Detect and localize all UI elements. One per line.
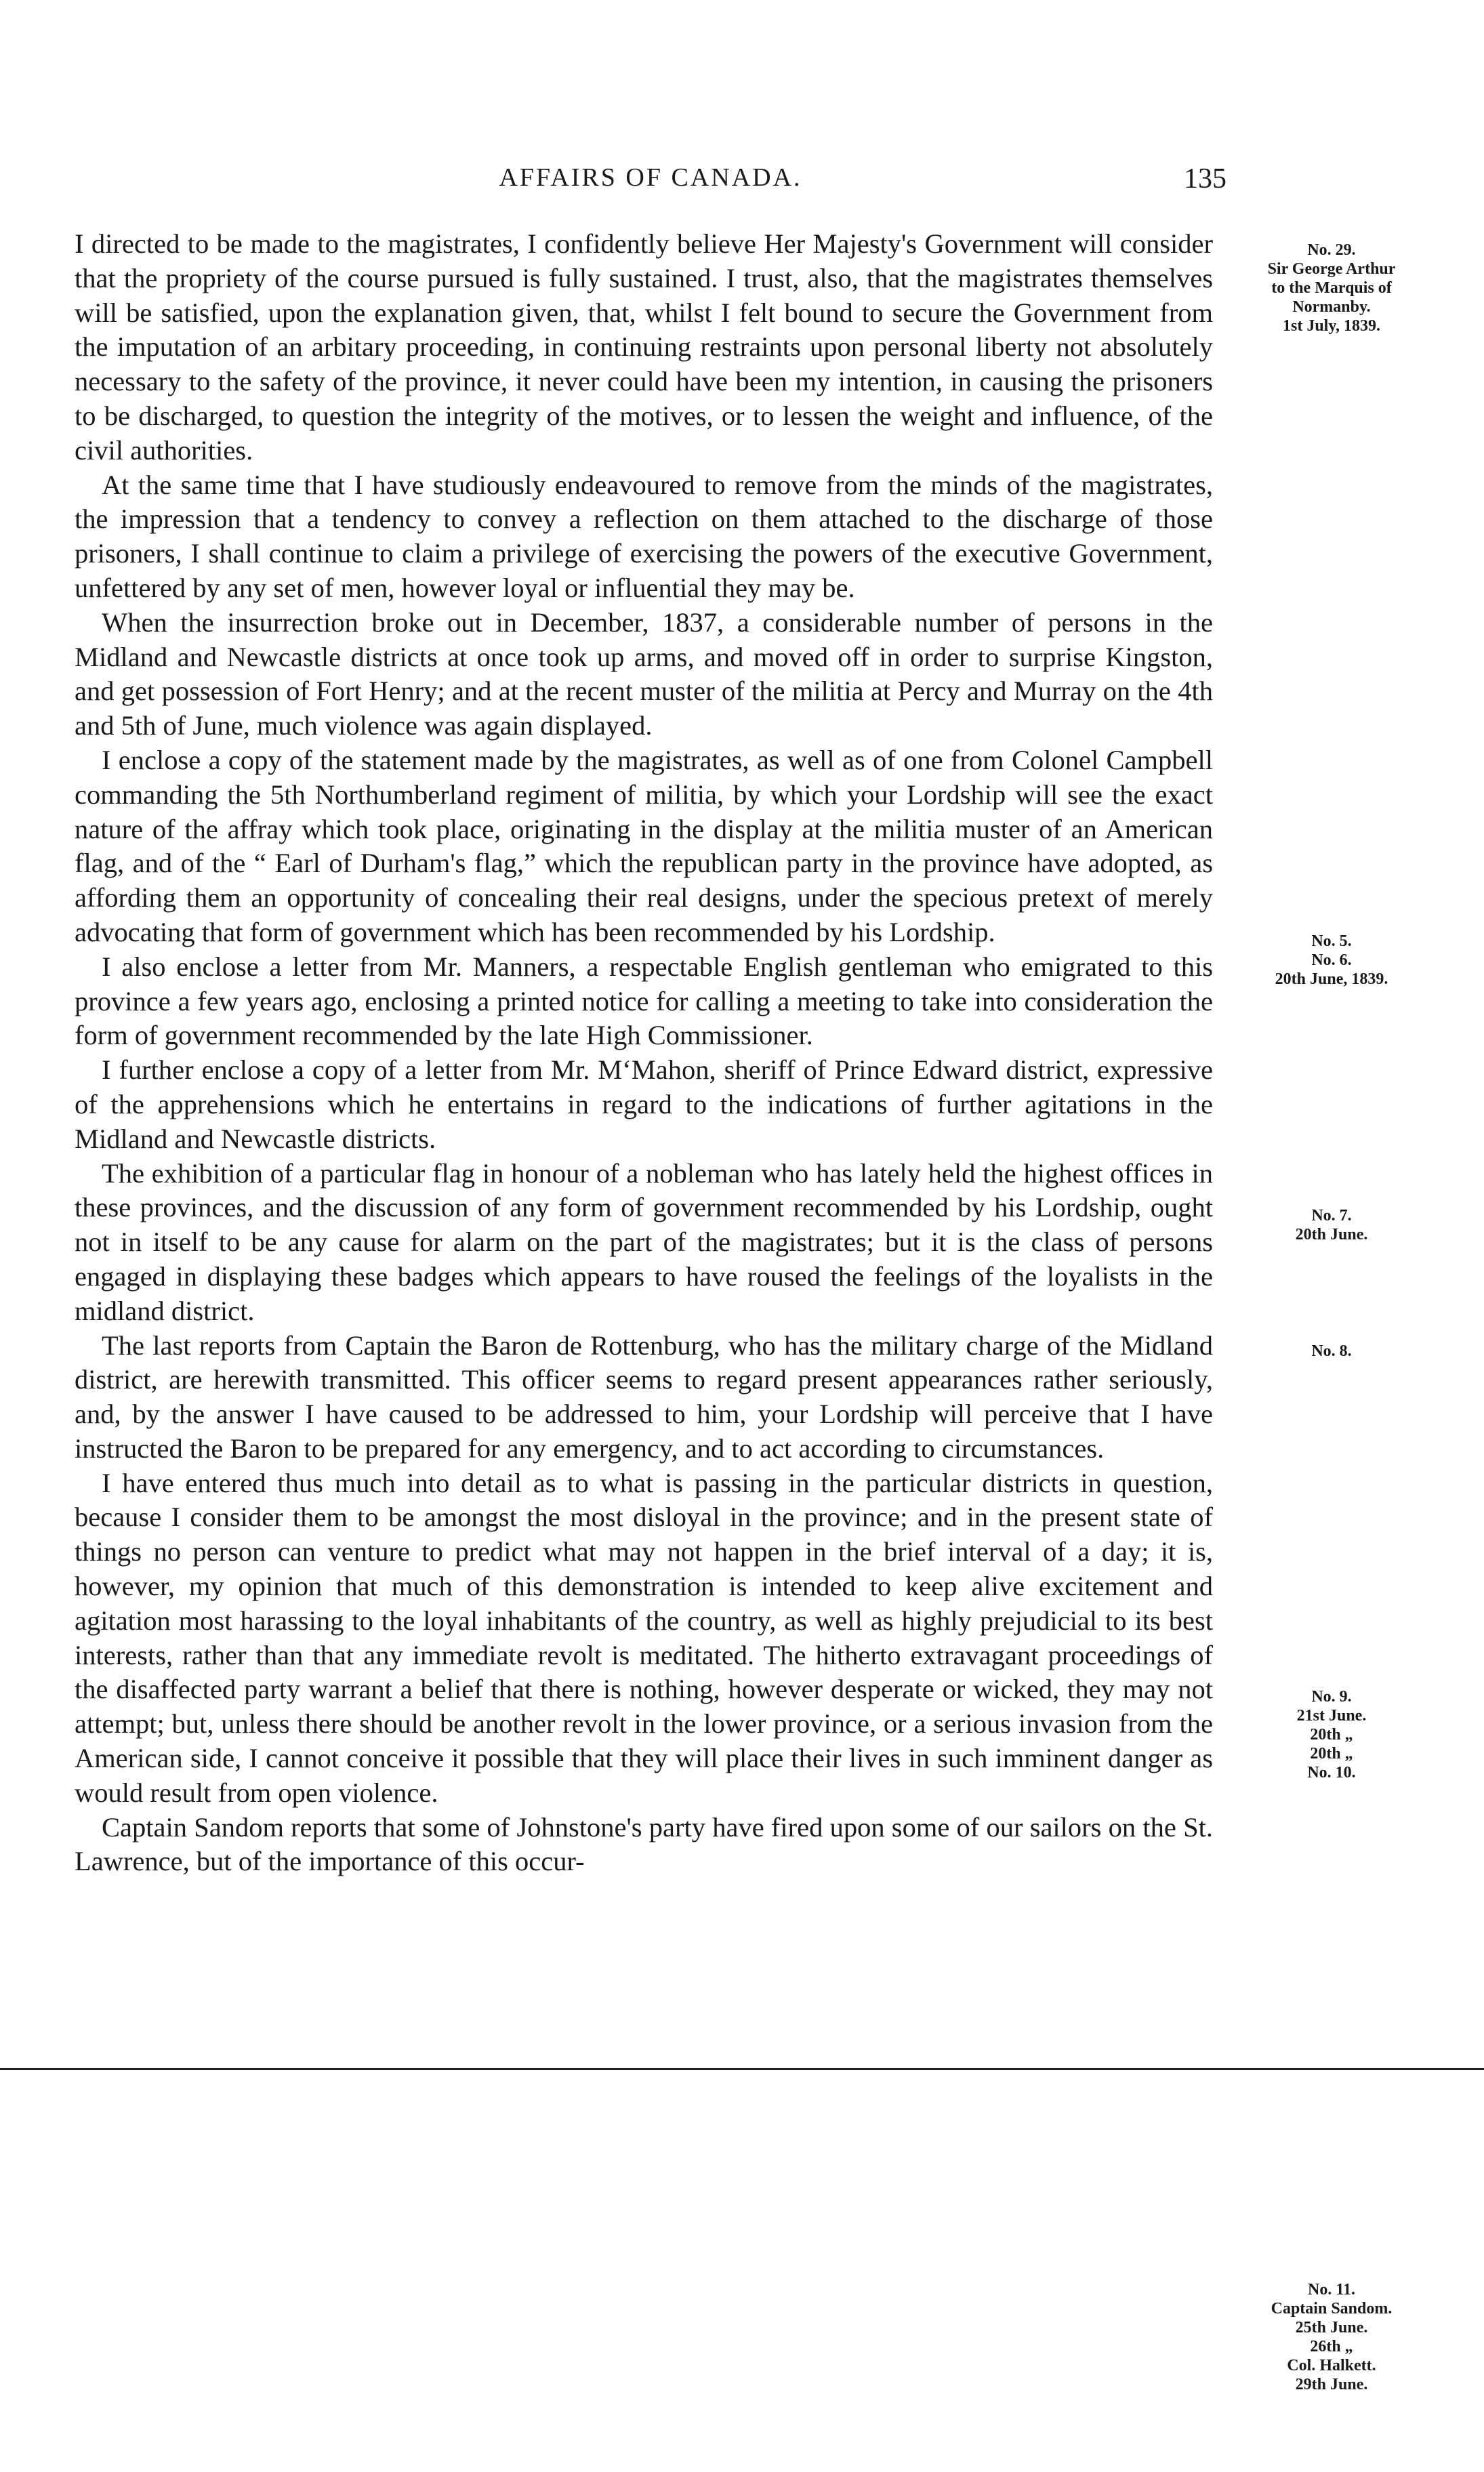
paragraph: I also enclose a letter from Mr. Manners, a respectable English gentleman who emigrated to this province a few years ago, enclosing a printed notice for calling a meeting to take into consideration the form of government recommended by the late High Commissioner. [75,951,1213,1051]
paragraph: I have entered thus much into detail as to what is passing in the particular districts in question, because I consider them to be amongst the most disloyal in the province; and in the present state of things no person can venture to predict what may not happen in the brief interval of a day; it is, however, my opinion that much of this demonstration is intended to keep alive excitement and agitation most harassing to the loyal inhabitants of the country, as well as highly prejudicial to its best interests, rather than that any immediate revolt is meditated. The hitherto extravagant proceedings of the disaffected party warrant a belief that there is nothing, however desperate or wicked, they may not attempt; but, unless there should be another revolt in the lower province, or a serious invasion from the American side, I cannot conceive it possible that they will place their lives in such imminent danger as would result from open violence. [75,1467,1213,1808]
margin-note-line: No. 29. [1307,241,1356,259]
margin-note-line: Col. Halkett. [1287,2357,1376,2374]
margin-note-line: Captain Sandom. [1271,2300,1393,2318]
margin-note-line: No. 8. [1311,1342,1352,1360]
margin-note [1233,1342,1430,1361]
paragraph: Captain Sandom reports that some of Johnstone's party have fired upon some of our sailors on the St. Lawrence, but of the importance of this occur- [75,1811,1213,1877]
margin-note-line: 26th „ [1310,2338,1353,2355]
horizontal-rule [0,2068,1484,2070]
page-header [75,163,1227,203]
margin-note-line: Sir George Arthur [1267,260,1396,278]
margin-note [1233,241,1430,335]
margin-note [1233,932,1430,989]
margin-note [1233,1206,1430,1244]
margin-note-line: 20th „ [1310,1745,1353,1763]
page-number: 135 [1184,163,1227,194]
paragraph: The exhibition of a particular flag in honour of a nobleman who has lately held the highest offices in these provinces, and the discussion of any form of government recommended by his Lordship, ought not in itself to be any cause for alarm on the part of the magistrates; but it is the class of persons engaged in displaying these badges which appears to have roused the feelings of the loyalists in the midland district. [75,1157,1213,1326]
paragraph: I enclose a copy of the statement made by the magistrates, as well as of one from Colonel Campbell commanding the 5th Northumberland regiment of militia, by which your Lordship will see the exact nature of the affray which took place, originating in the display at the militia muster of an American flag, and of the “ Earl of Durham's flag,” which the republican party in the province have adopted, as affording them an opportunity of concealing their real designs, under the specious pretext of merely advocating that form of government which has been recommended by his Lordship. [75,744,1213,947]
margin-note-line: No. 7. [1311,1207,1352,1224]
margin-note [1233,2280,1430,2394]
paragraph: When the insurrection broke out in December, 1837, a considerable number of persons in the Midland and Newcastle districts at once took up arms, and moved off in order to surprise Kingston, and get possession of Fort Henry; and at the recent muster of the militia at Percy and Murray on the 4th and 5th of June, much violence was again displayed. [75,606,1213,741]
margin-note-line: No. 11. [1307,2281,1355,2299]
paragraph: I further enclose a copy of a letter from Mr. M‘Mahon, sheriff of Prince Edward district, expressive of the apprehensions which he entertains in regard to the indications of further agitations in the Midland and Newcastle districts. [75,1054,1213,1154]
margin-note-line: Normanby. [1292,298,1371,316]
paragraph: At the same time that I have studiously endeavoured to remove from the minds of the magistrates, the impression that a tendency to convey a reflection on them attached to the discharge of those prisoners, I shall continue to claim a privilege of exercising the powers of the executive Government, unfettered by any set of men, however loyal or influential they may be. [75,469,1213,603]
running-title: AFFAIRS OF CANADA. [499,163,802,192]
margin-note-line: 25th June. [1295,2319,1368,2336]
margin-note-line: 29th June. [1295,2376,1368,2393]
margin-note [1233,1687,1430,1782]
body-text [75,227,1213,1879]
margin-note-line: No. 9. [1311,1688,1352,1706]
paragraph: The last reports from Captain the Baron de Rottenburg, who has the military charge of the Midland district, are herewith transmitted. This officer seems to regard present appearances rather seriously, and, by the answer I have caused to be addressed to him, your Lordship will perceive that I have instructed the Baron to be prepared for any emergency, and to act according to circumstances. [75,1330,1213,1464]
margin-note-line: 20th „ [1310,1726,1353,1744]
margin-note-line: 1st July, 1839. [1282,317,1381,335]
margin-note-line: No. 10. [1307,1764,1356,1781]
margin-note-line: No. 6. [1311,951,1352,969]
margin-note-line: 21st June. [1296,1707,1367,1725]
paragraph: I directed to be made to the magistrates, I confidently believe Her Majesty's Government will consider that the propriety of the course pursued is fully sustained. I trust, also, that the magistrates themselves will be satisfied, upon the explanation given, that, whilst I felt bound to secure the Government from the imputation of an arbitary proceeding, in continuing restraints upon personal liberty not absolutely necessary to the safety of the province, it never could have been my intention, in causing the prisoners to be discharged, to question the integrity of the motives, or to lessen the weight and influence, of the civil authorities. [75,228,1213,466]
margin-note-line: 20th June, 1839. [1275,970,1388,988]
margin-note-line: No. 5. [1311,932,1352,950]
margin-note-line: 20th June. [1295,1226,1368,1243]
margin-note-line: to the Marquis of [1271,279,1392,297]
